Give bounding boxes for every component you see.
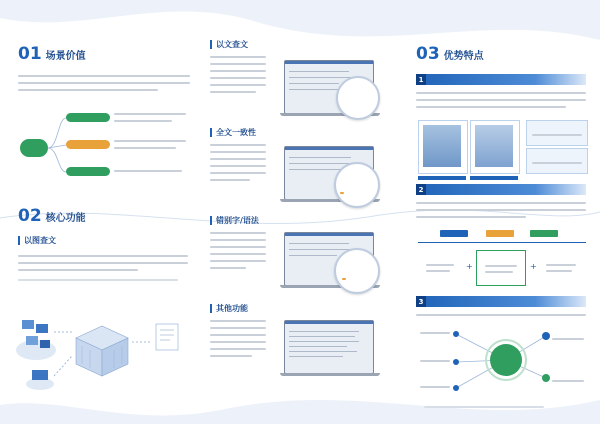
advantage-1-header (416, 74, 586, 85)
adv2-center-card (476, 250, 526, 286)
panel-1-title: 以文查文 (216, 39, 248, 49)
section-2-header (18, 200, 86, 225)
panel-2-title: 全文一致性 (216, 127, 256, 137)
scene-hub (20, 139, 48, 157)
adv2-tag-2 (486, 230, 514, 237)
thumb-caption-bar-2 (470, 176, 518, 180)
advantage-3-header (416, 296, 586, 307)
feature-box-2 (526, 148, 588, 174)
panel-4-header (210, 302, 248, 314)
advantage-2-header (416, 184, 586, 195)
adv3-hub-graphic (416, 322, 586, 402)
panel-2-laptop (280, 144, 380, 204)
panel-3-magnifier (334, 248, 380, 294)
section-3-en (444, 38, 484, 44)
scene-pill-2 (66, 140, 110, 149)
panel-3-badge (342, 278, 346, 280)
panel-1-header (210, 38, 248, 50)
panel-3-laptop (280, 230, 380, 290)
section-3-title: 优势特点 (443, 51, 484, 62)
panel-2-magnifier (334, 162, 380, 208)
panel-4-laptop (280, 318, 380, 378)
section-2-title: 核心功能 (45, 213, 86, 224)
panel-4-title: 其他功能 (216, 303, 248, 313)
panel-3-header (210, 214, 259, 226)
adv3-left-label-3 (420, 386, 450, 388)
advantage-3-number: 3 (416, 296, 426, 307)
adv2-divider (418, 242, 586, 243)
subsection-title: 以图查文 (24, 235, 56, 245)
plus-icon-2: + (530, 261, 537, 271)
photo-thumb-1 (418, 120, 468, 174)
footnote (424, 406, 544, 408)
advantage-1-number: 1 (416, 74, 426, 85)
section-1-title: 场景价值 (45, 51, 86, 62)
scene-pill-1 (66, 113, 110, 122)
thumb-caption-bar-1 (418, 176, 466, 180)
subsection-bar (18, 236, 20, 245)
section-2-number: 02 (18, 206, 42, 226)
advantage-2-number: 2 (416, 184, 426, 195)
image-search-illustration (12, 302, 192, 402)
panel-1-laptop (280, 58, 380, 118)
section-3-number: 03 (416, 44, 440, 64)
section-2-en (46, 200, 86, 206)
adv2-tag-3 (530, 230, 558, 237)
plus-icon: + (466, 261, 473, 271)
adv2-tag-1 (440, 230, 468, 237)
subsection-image-search (18, 234, 56, 246)
section-3-header (416, 38, 484, 63)
panel-2-header (210, 126, 256, 138)
photo-thumb-2 (470, 120, 520, 174)
section-1-number: 01 (18, 44, 42, 64)
panel-1-magnifier (336, 76, 380, 120)
adv3-left-label-1 (420, 332, 450, 334)
panel-3-title: 错别字/语法 (216, 215, 259, 225)
scene-pill-3 (66, 167, 110, 176)
panel-2-badge (340, 192, 344, 194)
feature-box-1 (526, 120, 588, 146)
adv3-left-label-2 (420, 360, 450, 362)
